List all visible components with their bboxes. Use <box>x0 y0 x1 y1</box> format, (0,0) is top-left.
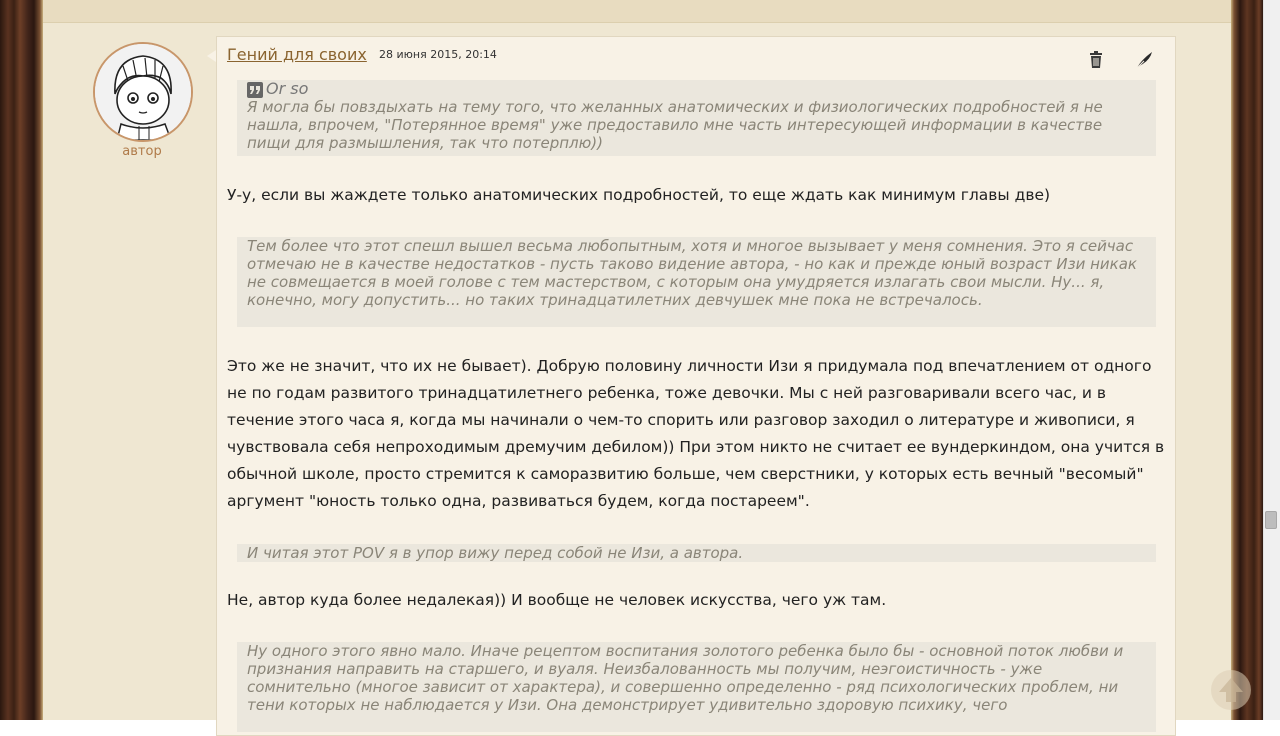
comment-card-pointer <box>207 50 216 62</box>
quote-author: Or so <box>266 79 309 98</box>
quote-block <box>237 80 1156 156</box>
left-wood-frame <box>0 0 43 720</box>
quote-icon <box>247 82 263 98</box>
scrollbar-thumb[interactable] <box>1265 511 1277 529</box>
arrow-up-icon[interactable] <box>1211 670 1251 710</box>
quote-text: И читая этот POV я в упор вижу перед собой не Изи, а автора. <box>247 544 744 562</box>
author-badge: автор <box>122 144 162 159</box>
reply-text: Не, автор куда более недалекая)) И вообще не человек искусства, чего уж там. <box>227 591 887 609</box>
comment-author-link[interactable]: Гений для своих <box>227 45 367 64</box>
scrollbar[interactable] <box>1263 0 1280 720</box>
comment-date: 28 июня 2015, 20:14 <box>379 48 497 61</box>
avatar[interactable] <box>93 42 193 142</box>
quote-text: Я могла бы повздыхать на тему того, что желанных анатомических и физиологических подробностей я не нашла, впрочем, "Потерянное время" уже предоставило мне часть интересующей информации в качестве пищи для размышления, так что потерплю)) <box>247 98 1103 152</box>
quote-block <box>237 237 1156 327</box>
trash-icon[interactable] <box>1086 50 1106 70</box>
reply-text: Это же не значит, что их не бывает). Добрую половину личности Изи я придумала под впечатлением от одного не по годам развитого тринадцатилетнего ребенка, тоже девочки. Мы с ней разговаривали всего час, и в течение этого часа я, когда мы начинали о чем-то спорить или разговор заходил о литературе и живописи, я чувствовала себя непроходимым дремучим дебилом)) При этом никто не считает ее вундеркиндом, она учится в обычной школе, просто стремится к саморазвитию больше, чем сверстники, у которых есть вечный "весомый" аргумент "юность только одна, развиваться будем, когда постареем". <box>227 357 1165 510</box>
right-wood-frame <box>1231 0 1263 720</box>
quote-block <box>237 642 1156 732</box>
quote-header <box>247 80 1146 98</box>
quill-icon[interactable] <box>1135 50 1155 70</box>
quote-text: Ну одного этого явно мало. Иначе рецептом воспитания золотого ребенка было бы - основной поток любви и признания направить на старшего, и вуаля. Неизбалованность мы получим, неэгоистичность - уже сомнительно (многое зависит от характера), и совершенно определенно - ряд психологических проблем, ни тени которых не наблюдается у Изи. Она демонстрирует удивительно здоровую психику, чего <box>247 642 1124 714</box>
quote-block <box>237 544 1156 562</box>
quote-text: Тем более что этот спешл вышел весьма любопытным, хотя и многое вызывает у меня сомнения. Это я сейчас отмечаю не в качестве недостатков - пусть таково видение автора, - но как и прежде юный возраст Изи никак не совмещается в моей голове с тем мастерством, с которым она умудряется излагать свои мысли. Ну... я, конечно, могу допустить... но таких тринадцатилетних девчушек мне пока не встречалось. <box>247 237 1137 309</box>
previous-comment-edge <box>43 0 1231 23</box>
avatar-image <box>95 44 191 140</box>
reply-text: У-у, если вы жаждете только анатомических подробностей, то еще ждать как минимум главы две) <box>227 186 1051 204</box>
